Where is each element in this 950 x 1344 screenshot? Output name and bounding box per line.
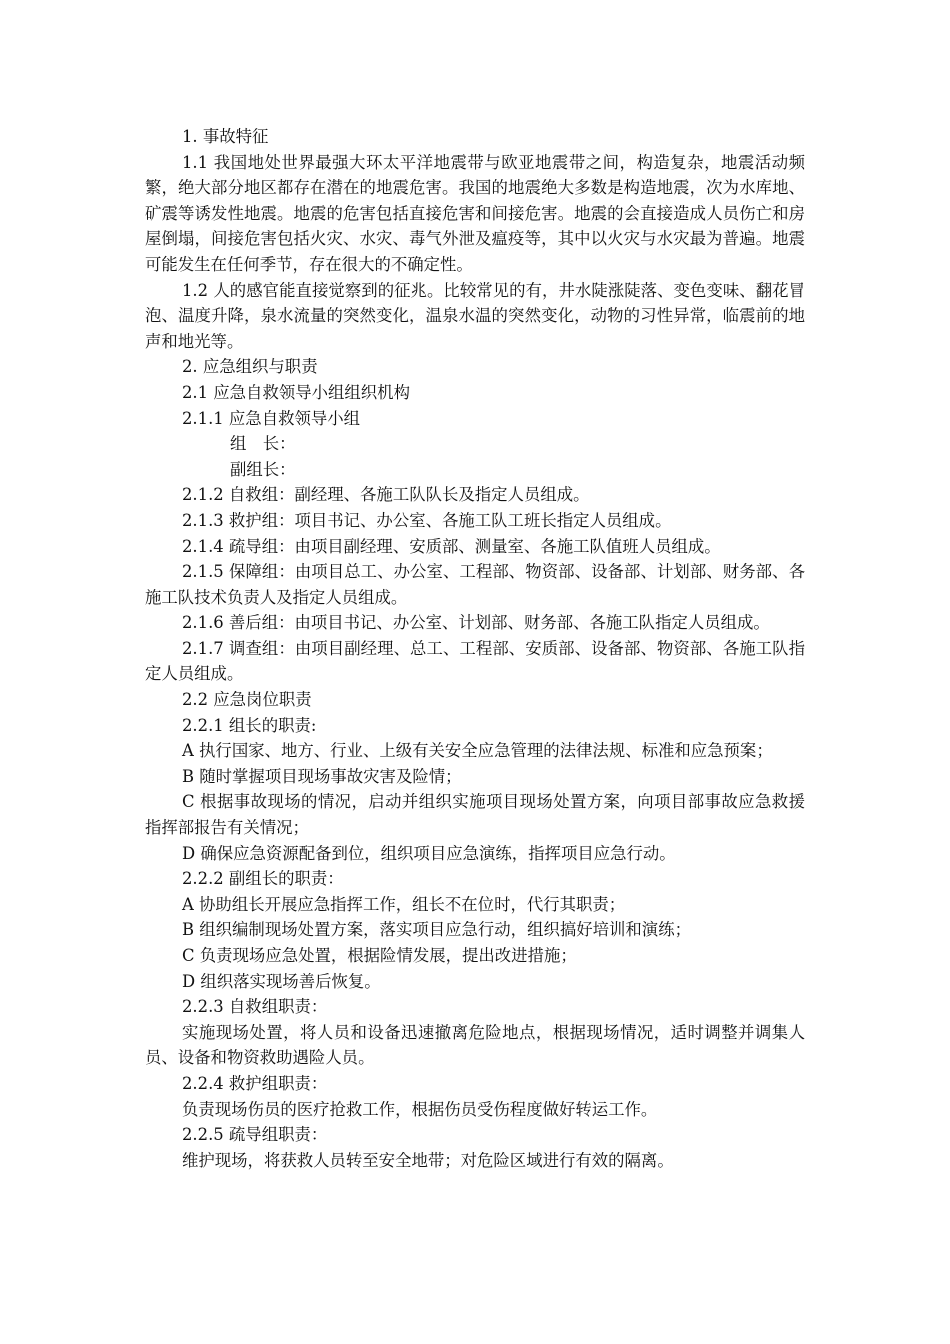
- document-body: [145, 124, 805, 1173]
- paragraph-1-1: 1.1 我国地处世界最强大环太平洋地震带与欧亚地震带之间，构造复杂，地震活动频繁，绝大部分地区都存在潜在的地震危害。我国的地震绝大多数是构造地震，次为水库地、矿震等诱发性地震。地震的危害包括直接危害和间接危害。地震的会直接造成人员伤亡和房屋倒塌，间接危害包括火灾、水灾、毒气外泄及瘟疫等，其中以火灾与水灾最为普遍。地震可能发生在任何季节，存在很大的不确定性。: [145, 152, 805, 274]
- heading-2-2-4: 2.2.4 救护组职责：: [182, 1073, 328, 1093]
- heading-2-1: 2.1 应急自救领导小组组织机构: [182, 382, 410, 402]
- heading-2-1-1: 2.1.1 应急自救领导小组: [182, 408, 361, 428]
- paragraph-2-2-3: 实施现场处置，将人员和设备迅速撤离危险地点，根据现场情况，适时调整并调集人员、设备和物资救助遇险人员。: [145, 1022, 805, 1068]
- paragraph-2-1-6: 2.1.6 善后组：由项目书记、办公室、计划部、财务部、各施工队指定人员组成。: [182, 613, 770, 633]
- paragraph-2-1-4: 2.1.4 疏导组：由项目副经理、安质部、测量室、各施工队值班人员组成。: [182, 536, 721, 556]
- heading-2-2-2: 2.2.2 副组长的职责：: [182, 869, 344, 889]
- paragraph-2-1-5: 2.1.5 保障组：由项目总工、办公室、工程部、物资部、设备部、计划部、财务部、各施工队技术负责人及指定人员组成。: [145, 562, 805, 607]
- heading-2-2: 2.2 应急岗位职责: [182, 690, 312, 710]
- deputy-duty-item-a: A 协助组长开展应急指挥工作，组长不在位时，代行其职责；: [182, 894, 626, 914]
- duty-item-d: D 确保应急资源配备到位，组织项目应急演练，指挥项目应急行动。: [182, 843, 676, 863]
- heading-2-2-1: 2.2.1 组长的职责:: [182, 715, 317, 735]
- paragraph-2-1-3: 2.1.3 救护组：项目书记、办公室、各施工队工班长指定人员组成。: [182, 510, 672, 530]
- deputy-duty-item-b: B 组织编制现场处置方案，落实项目应急行动，组织搞好培训和演练；: [182, 920, 691, 940]
- team-leader-line: 组 长：: [230, 434, 296, 454]
- duty-item-b: B 随时掌握项目现场事故灾害及险情；: [182, 766, 462, 786]
- paragraph-2-1-7: 2.1.7 调查组：由项目副经理、总工、工程部、安质部、设备部、物资部、各施工队指定人员组成。: [145, 638, 805, 684]
- duty-item-c: C 根据事故现场的情况，启动并组织实施项目现场处置方案，向项目部事故应急救援指挥部报告有关情况；: [145, 792, 805, 838]
- paragraph-2-1-2: 2.1.2 自救组：副经理、各施工队队长及指定人员组成。: [182, 485, 590, 505]
- deputy-leader-line: 副组长：: [230, 459, 296, 479]
- paragraph-2-2-4: 负责现场伤员的医疗抢救工作，根据伤员受伤程度做好转运工作。: [182, 1099, 658, 1119]
- paragraph-1-2: 1.2 人的感官能直接觉察到的征兆。比较常见的有，井水陡涨陡落、变色变味、翻花冒泡、温度升降，泉水流量的突然变化，温泉水温的突然变化，动物的习性异常，临震前的地声和地光等。: [145, 280, 805, 351]
- deputy-duty-item-d: D 组织落实现场善后恢复。: [182, 971, 381, 991]
- heading-section-1: 1. 事故特征: [182, 127, 269, 146]
- deputy-duty-item-c: C 负责现场应急处置，根据险情发展，提出改进措施；: [182, 946, 577, 965]
- heading-2-2-5: 2.2.5 疏导组职责：: [182, 1125, 328, 1145]
- heading-2-2-3: 2.2.3 自救组职责：: [182, 997, 328, 1017]
- duty-item-a: A 执行国家、地方、行业、上级有关安全应急管理的法律法规、标准和应急预案；: [182, 741, 773, 761]
- paragraph-2-2-5: 维护现场，将获救人员转至安全地带；对危险区域进行有效的隔离。: [182, 1150, 674, 1170]
- heading-section-2: 2. 应急组织与职责: [182, 357, 318, 377]
